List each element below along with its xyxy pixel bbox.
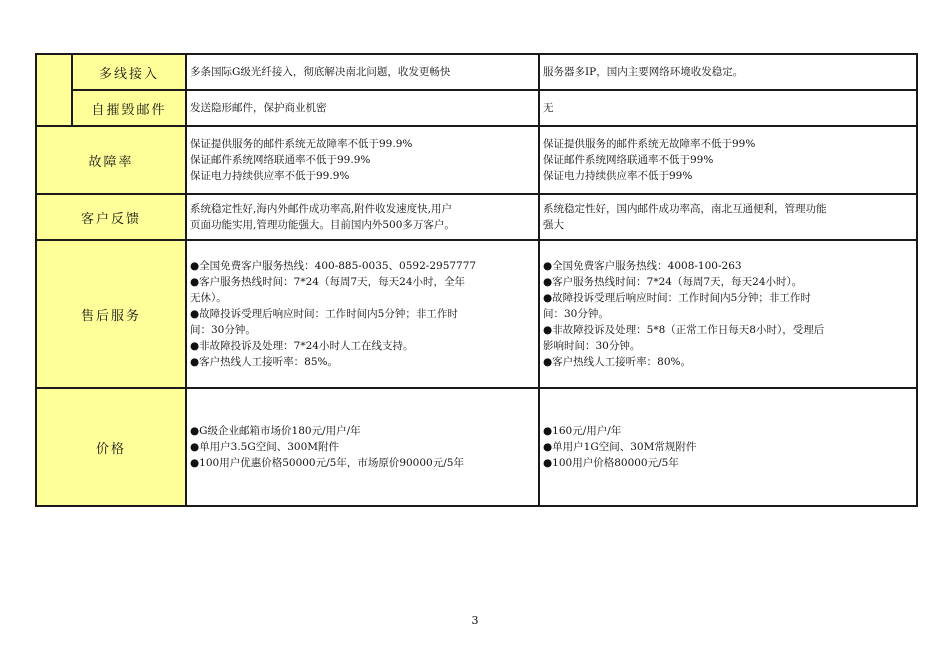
- row-label-multiline: 多线接入: [72, 54, 186, 90]
- cell-price-right: ●160元/用户/年 ●单用户1G空间、30M常规附件 ●100用户价格80000元/5年: [539, 388, 917, 506]
- row-label-price: 价格: [36, 388, 186, 506]
- table-row-failure: [36, 126, 917, 194]
- cell-multiline-left: 多条国际G级光纤接入，彻底解决南北问题，收发更畅快: [186, 54, 539, 90]
- cell-feedback-right: 系统稳定性好，国内邮件成功率高，南北互通便利，管理功能 强大: [539, 194, 917, 240]
- cell-aftersales-left: ●全国免费客户服务热线：400-885-0035、0592-2957777 ●客户服务热线时间：7*24（每周7天，每天24小时，全年 无休）。 ●故障投诉受理后响应时间：工作时间内5分钟；非工作时 间：30分钟。 ●非故障投诉及处理：7*24小时人工在线支持。 ●客户热线人工接听率：85%。: [186, 240, 539, 388]
- table-row-selfdestruct: [36, 90, 917, 126]
- table-row-feedback: [36, 194, 917, 240]
- row-label-failure: 故障率: [36, 126, 186, 194]
- comparison-table: [35, 53, 918, 507]
- table-row-aftersales: [36, 240, 917, 388]
- row-label-feedback: 客户反馈: [36, 194, 186, 240]
- table-row-price: [36, 388, 917, 506]
- table-row-multiline: [36, 54, 917, 90]
- row-label-selfdestruct: 自摧毁邮件: [72, 90, 186, 126]
- cell-price-left: ●G级企业邮箱市场价180元/用户/年 ●单用户3.5G空间、300M附件 ●100用户优惠价格50000元/5年，市场原价90000元/5年: [186, 388, 539, 506]
- cell-failure-right: 保证提供服务的邮件系统无故障率不低于99% 保证邮件系统网络联通率不低于99% 保证电力持续供应率不低于99%: [539, 126, 917, 194]
- cell-feedback-left: 系统稳定性好,海内外邮件成功率高,附件收发速度快,用户 页面功能实用,管理功能强大。目前国内外500多万客户。: [186, 194, 539, 240]
- page-number: 3: [471, 614, 479, 627]
- group-cell: [36, 54, 72, 126]
- cell-multiline-right: 服务器多IP，国内主要网络环境收发稳定。: [539, 54, 917, 90]
- row-label-aftersales: 售后服务: [36, 240, 186, 388]
- cell-selfdestruct-left: 发送隐形邮件，保护商业机密: [186, 90, 539, 126]
- cell-failure-left: 保证提供服务的邮件系统无故障率不低于99.9% 保证邮件系统网络联通率不低于99.9% 保证电力持续供应率不低于99.9%: [186, 126, 539, 194]
- cell-aftersales-right: ●全国免费客户服务热线：4008-100-263 ●客户服务热线时间：7*24（每周7天，每天24小时）。 ●故障投诉受理后响应时间：工作时间内5分钟；非工作时 间：30分钟。 ●非故障投诉及处理：5*8（正常工作日每天8小时），受理后 影响时间：30分钟。 ●客户热线人工接听率：80%。: [539, 240, 917, 388]
- cell-selfdestruct-right: 无: [539, 90, 917, 126]
